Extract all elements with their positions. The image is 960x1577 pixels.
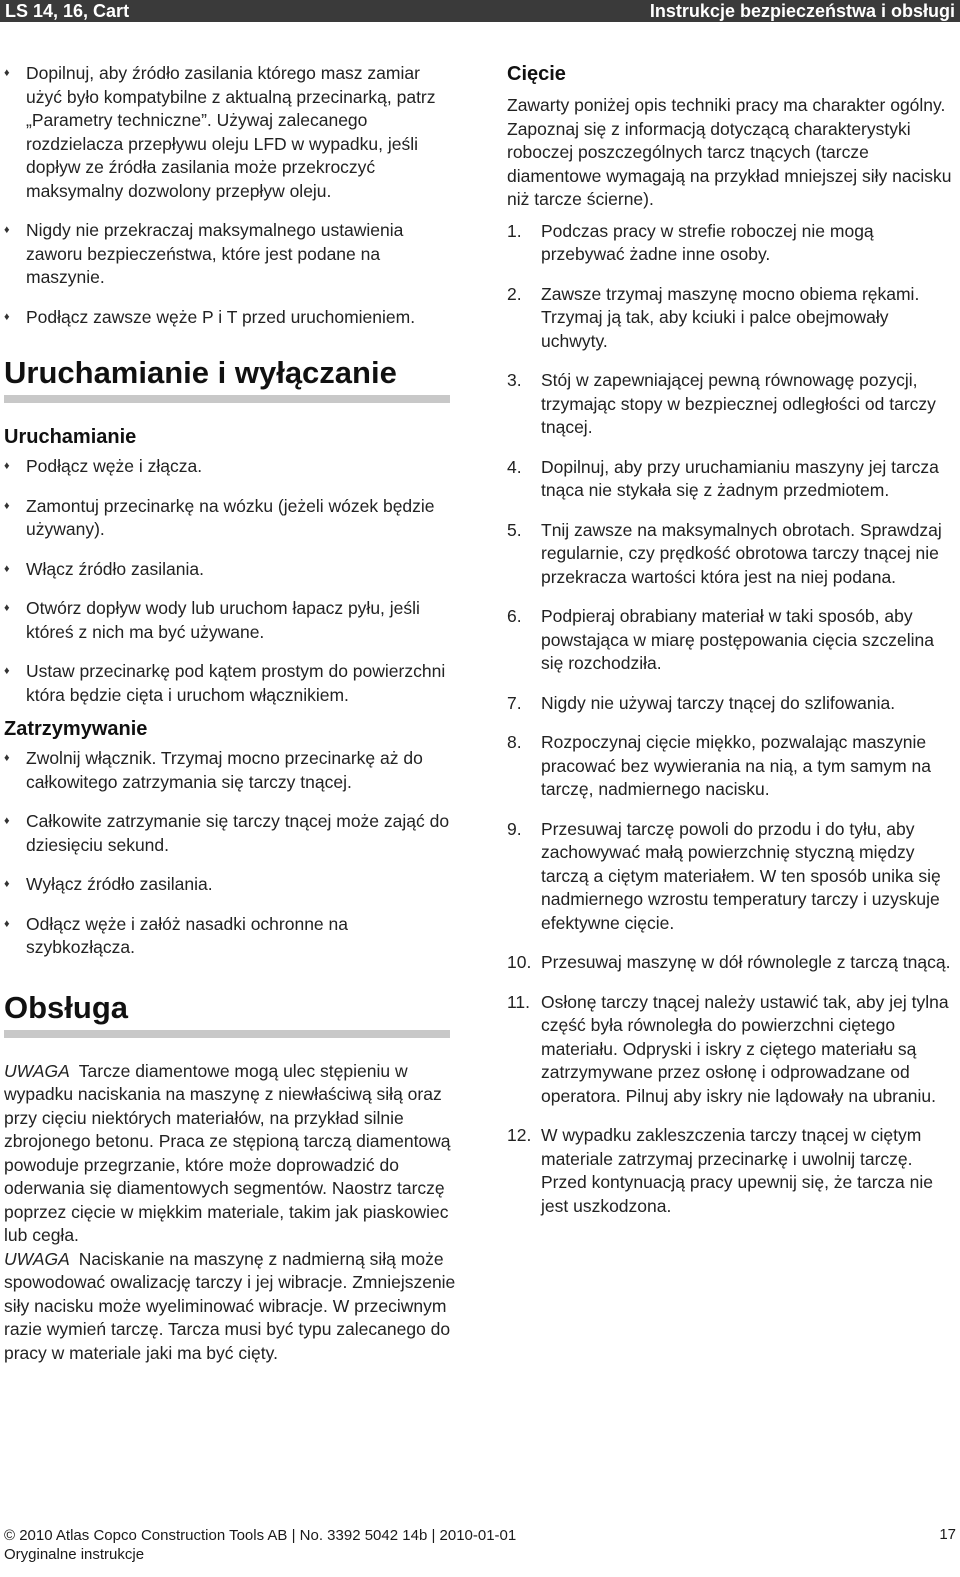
note-tag: UWAGA xyxy=(4,1248,70,1269)
diamond-bullet-icon: ♦ xyxy=(4,602,10,614)
list-item: 3. Stój w zapewniającej pewną równowagę pozycji, trzymając stopy w bezpiecznej odległości od tarczy tnącej. xyxy=(507,370,936,437)
list-item: ♦ Wyłącz źródło zasilania. xyxy=(4,873,456,897)
step-number: 7. xyxy=(507,692,522,713)
diamond-bullet-icon: ♦ xyxy=(4,67,10,79)
step-number: 12. xyxy=(507,1125,532,1145)
header-section: Instrukcje bezpieczeństwa i obsługi xyxy=(649,1,955,21)
step-number: 3. xyxy=(507,370,522,390)
step-number: 11. xyxy=(507,991,531,1012)
footer-subtitle: Oryginalne instrukcje xyxy=(4,1546,145,1563)
note-paragraph: UWAGA Tarcze diamentowe mogą ulec stępieniu w wypadku naciskania na maszynę z niewłaściwą siłą oraz przy cięciu niektórych materiałów, na przykład silnie zbrojonego betonu. Praca ze stępioną tarczą diamentową powoduje przegrzanie, które może doprowadzić do oderwania się diamentowych segmentów. Naostrz tarczę poprzez cięcie w miękkim materiale, takim jak piaskowiec lub cegła. xyxy=(4,1060,451,1245)
step-number: 10. xyxy=(507,952,532,972)
diamond-bullet-icon: ♦ xyxy=(4,665,10,677)
step-number: 8. xyxy=(507,732,522,752)
diamond-bullet-icon: ♦ xyxy=(4,224,10,236)
page-number: 17 xyxy=(939,1526,956,1543)
list-item: ♦ Włącz źródło zasilania. xyxy=(4,558,456,582)
section-title-startup-shutdown: Uruchamianie i wyłączanie xyxy=(4,355,397,390)
list-item: ♦ Otwórz dopływ wody lub uruchom łapacz pyłu, jeśli któreś z nich ma być używane. xyxy=(4,598,420,642)
section-rule xyxy=(4,1030,450,1038)
diamond-bullet-icon: ♦ xyxy=(4,815,10,827)
list-item: ♦ Podłącz zawsze węże P i T przed uruchomieniem. xyxy=(4,306,456,330)
list-item: 6. Podpieraj obrabiany materiał w taki sposób, aby powstająca w miarę postępowania cięcia szczelina się rozchodziła. xyxy=(507,606,934,673)
footer-copyright: © 2010 Atlas Copco Construction Tools AB | No. 3392 5042 14b | 2010-01-01 xyxy=(4,1527,517,1544)
diamond-bullet-icon: ♦ xyxy=(4,562,10,575)
list-item: ♦ Podłącz węże i złącza. xyxy=(4,455,456,479)
right-column xyxy=(507,62,959,1218)
list-item: 11. Osłonę tarczy tnącej należy ustawić tak, aby jej tylna część była równoległa do powierzchni ciętego materiału. Odpryski i iskry z ciętego materiału są zatrzymywane przez osłonę i odprowadzane od operatora. Pilnuj aby iskry nie lądowały na ubraniu. xyxy=(507,991,949,1106)
cutting-steps-list xyxy=(507,220,959,1219)
list-item: ♦ Nigdy nie przekraczaj maksymalnego ustawienia zaworu bezpieczeństwa, które jest podane na maszynie. xyxy=(4,220,404,287)
diamond-bullet-icon: ♦ xyxy=(4,752,10,764)
list-item: 5. Tnij zawsze na maksymalnych obrotach. Sprawdzaj regularnie, czy prędkość obrotowa tarczy tnącej nie przekracza wartości która jest na niej podana. xyxy=(507,519,942,587)
page-header xyxy=(0,0,960,22)
page-footer xyxy=(4,1526,956,1564)
list-item: ♦ Odłącz węże i załóż nasadki ochronne na szybkozłącza. xyxy=(4,913,348,957)
list-item: ♦ Całkowite zatrzymanie się tarczy tnącej może zająć do dziesięciu sekund. xyxy=(4,811,450,855)
note-paragraph: UWAGA Naciskanie na maszynę z nadmierną siłą może spowodować owalizację tarczy i jej wibracje. Zmniejszenie siły nacisku może wyeliminować wibracje. W przeciwnym razie wymień tarczę. Tarcza musi być typu zalecanego do pracy w materiale jaki ma być cięty. xyxy=(4,1248,456,1363)
diamond-bullet-icon: ♦ xyxy=(4,878,10,890)
step-number: 5. xyxy=(507,519,522,540)
list-item: 7. Nigdy nie używaj tarczy tnącej do szlifowania. xyxy=(507,692,959,716)
list-item: 12. W wypadku zakleszczenia tarczy tnącej w ciętym materiale zatrzymaj przecinarkę i uwolnij tarczę. Przed kontynuacją pracy upewnij się, że tarcza nie jest uszkodzona. xyxy=(507,1125,934,1216)
list-item: 8. Rozpoczynaj cięcie miękko, pozwalając maszynie pracować bez wywierania na nią, a tym samym na tarczę, nadmiernego nacisku. xyxy=(507,732,932,799)
left-column xyxy=(4,62,456,1365)
diamond-bullet-icon: ♦ xyxy=(4,460,10,472)
header-product: LS 14, 16, Cart xyxy=(5,1,130,21)
diamond-bullet-icon: ♦ xyxy=(4,310,10,323)
section-rule xyxy=(4,395,450,403)
list-item: 1. Podczas pracy w strefie roboczej nie mogą przebywać żadne inne osoby. xyxy=(507,220,874,264)
list-item: 9. Przesuwaj tarczę powoli do przodu i do tyłu, aby zachowywać małą powierzchnię styczną między tarczą a ciętym materiałem. W ten sposób unika się nadmiernego wzrostu temperatury tarczy i uzyskuje efektywne cięcie. xyxy=(507,818,941,933)
subsection-title-cutting: Cięcie xyxy=(507,63,566,85)
step-number: 1. xyxy=(507,220,522,241)
list-item: 4. Dopilnuj, aby przy uruchamianiu maszyny jej tarcza tnąca nie stykała się z żadnym przedmiotem. xyxy=(507,456,939,500)
step-number: 9. xyxy=(507,818,522,839)
step-number: 6. xyxy=(507,606,522,626)
note-tag: UWAGA xyxy=(4,1060,70,1081)
diamond-bullet-icon: ♦ xyxy=(4,499,10,512)
list-item: ♦ Zamontuj przecinarkę na wózku (jeżeli wózek będzie używany). xyxy=(4,495,435,539)
step-number: 4. xyxy=(507,456,522,477)
list-item: ♦ Dopilnuj, aby źródło zasilania którego masz zamiar użyć było kompatybilne z aktualną przecinarką, patrz „Parametry techniczne”. Używaj zalecanego rozdzielacza przepływu oleju LFD w wypadku, jeśli dopływ ze źródła zasilania może przekroczyć maksymalny dozwolony przepływ oleju. xyxy=(4,63,436,201)
stop-bullet-list xyxy=(4,747,456,960)
intro-bullet-list xyxy=(4,62,456,329)
diamond-bullet-icon: ♦ xyxy=(4,917,10,930)
list-item: 2. Zawsze trzymaj maszynę mocno obiema rękami. Trzymaj ją tak, aby kciuki i palce obejmowały uchwyty. xyxy=(507,283,920,351)
subsection-title-startup: Uruchamianie xyxy=(4,426,137,448)
list-item: ♦ Ustaw przecinarkę pod kątem prostym do powierzchni która będzie cięta i uruchom włącznikiem. xyxy=(4,661,446,705)
list-item: ♦ Zwolnij włącznik. Trzymaj mocno przecinarkę aż do całkowitego zatrzymania się tarczy tnącej. xyxy=(4,748,423,792)
list-item: 10. Przesuwaj maszynę w dół równolegle z tarczą tnącą. xyxy=(507,951,959,975)
subsection-title-stop: Zatrzymywanie xyxy=(4,718,148,740)
cutting-intro: Zawarty poniżej opis techniki pracy ma charakter ogólny. Zapoznaj się z informacją dotyczącą charakterystyki roboczej poszczególnych tarcz tnących (tarcze diamentowe wymagają na przykład mniejszej siły nacisku niż tarcze ścierne). xyxy=(507,95,952,209)
startup-bullet-list xyxy=(4,455,456,707)
section-title-operation: Obsługa xyxy=(4,989,129,1025)
step-number: 2. xyxy=(507,283,522,304)
